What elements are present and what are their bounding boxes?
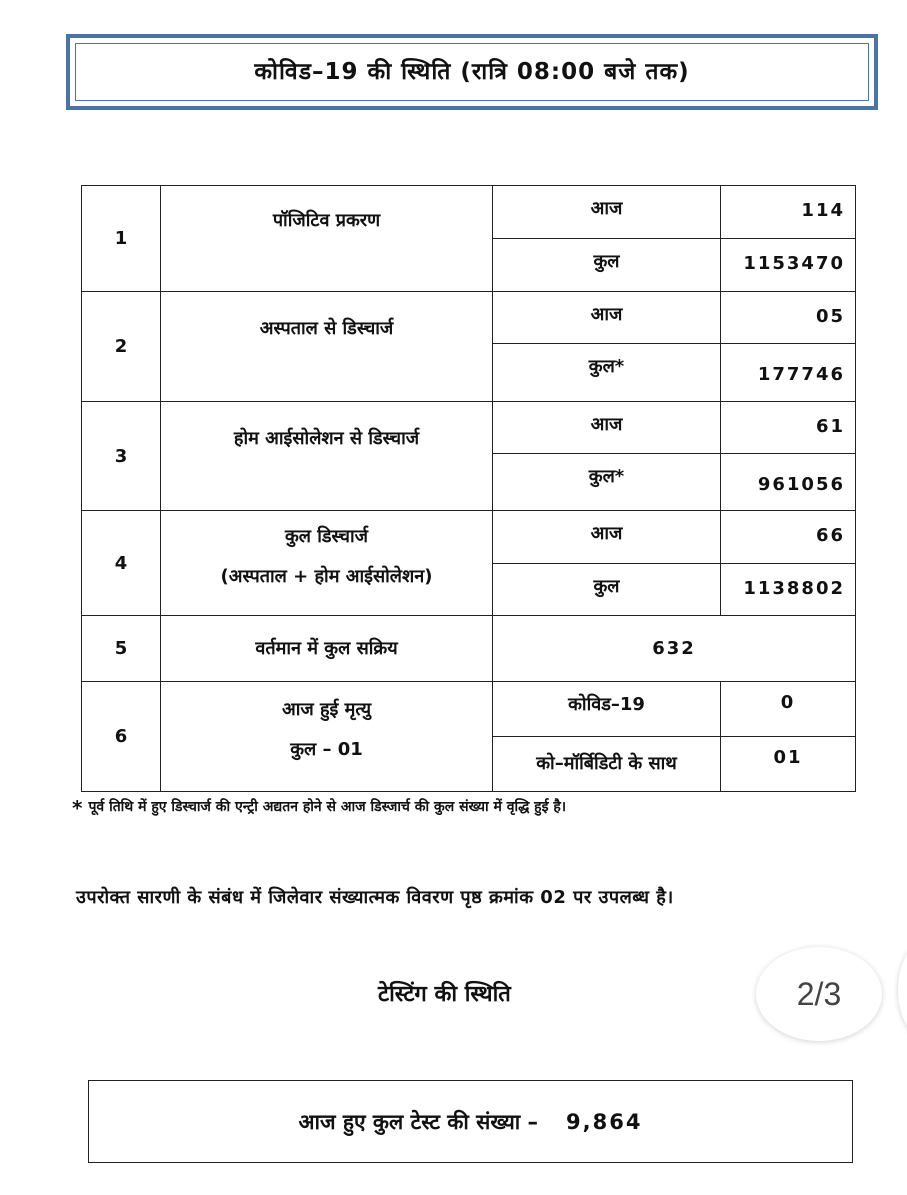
sub-label: आज: [493, 511, 721, 564]
footnote-text: पूर्व तिथि में हुए डिस्चार्ज की एन्ट्री अद्यतन होने से आज डिस्जार्च की कुल संख्या में वृद्धि हुई है।: [88, 799, 567, 815]
title-frame: [66, 34, 878, 110]
serial-number: 6: [82, 682, 161, 792]
row-label: अस्पताल से डिस्चार्ज: [161, 292, 493, 402]
table-row: [82, 186, 856, 239]
sub-label: आज: [493, 402, 721, 454]
value-cell: 0: [721, 682, 856, 737]
table-row: [82, 402, 856, 454]
value-cell: 177746: [721, 344, 856, 402]
table-row: [82, 616, 856, 682]
table-row: [82, 292, 856, 344]
value-cell: 1138802: [721, 564, 856, 616]
serial-number: 2: [82, 292, 161, 402]
serial-number: 1: [82, 186, 161, 292]
sub-label: कुल*: [493, 454, 721, 511]
merged-value-cell: 632: [493, 616, 856, 682]
testing-label: आज हुए कुल टेस्ट की संख्या –: [298, 1109, 539, 1134]
page-indicator[interactable]: 2/3: [756, 947, 882, 1041]
testing-box: [88, 1080, 853, 1163]
row-label: कुल डिस्चार्ज (अस्पताल + होम आईसोलेशन): [161, 511, 493, 616]
sub-label: कोविड–19: [493, 682, 721, 737]
value-cell: 66: [721, 511, 856, 564]
sub-label: को–मॉर्बिडिटी के साथ: [493, 737, 721, 792]
footnote: [72, 796, 566, 820]
asterisk: *: [72, 796, 83, 820]
value-cell: 01: [721, 737, 856, 792]
value-cell: 1153470: [721, 239, 856, 292]
row-label: वर्तमान में कुल सक्रिय: [161, 616, 493, 682]
serial-number: 5: [82, 616, 161, 682]
serial-number: 4: [82, 511, 161, 616]
sub-label: कुल*: [493, 344, 721, 402]
sub-label: कुल: [493, 564, 721, 616]
row-label: आज हुई मृत्यु कुल – 01: [161, 682, 493, 792]
page-title: कोविड–19 की स्थिति (रात्रि 08:00 बजे तक): [75, 43, 869, 101]
testing-value: 9,864: [566, 1109, 643, 1134]
value-cell: 961056: [721, 454, 856, 511]
district-note: उपरोक्त सारणी के संबंध में जिलेवार संख्यात्मक विवरण पृष्ठ क्रमांक 02 पर उपलब्ध है।: [76, 887, 674, 908]
row-label: होम आईसोलेशन से डिस्चार्ज: [161, 402, 493, 511]
sub-label: आज: [493, 186, 721, 239]
serial-number: 3: [82, 402, 161, 511]
covid-status-table: [81, 185, 856, 792]
value-cell: 114: [721, 186, 856, 239]
value-cell: 61: [721, 402, 856, 454]
row-label: पॉजिटिव प्रकरण: [161, 186, 493, 292]
sub-label: कुल: [493, 239, 721, 292]
table-row: [82, 511, 856, 564]
sub-label: आज: [493, 292, 721, 344]
testing-title: टेस्टिंग की स्थिति: [378, 982, 511, 1007]
value-cell: 05: [721, 292, 856, 344]
table-row: [82, 682, 856, 737]
next-page-bubble[interactable]: [898, 940, 907, 1040]
